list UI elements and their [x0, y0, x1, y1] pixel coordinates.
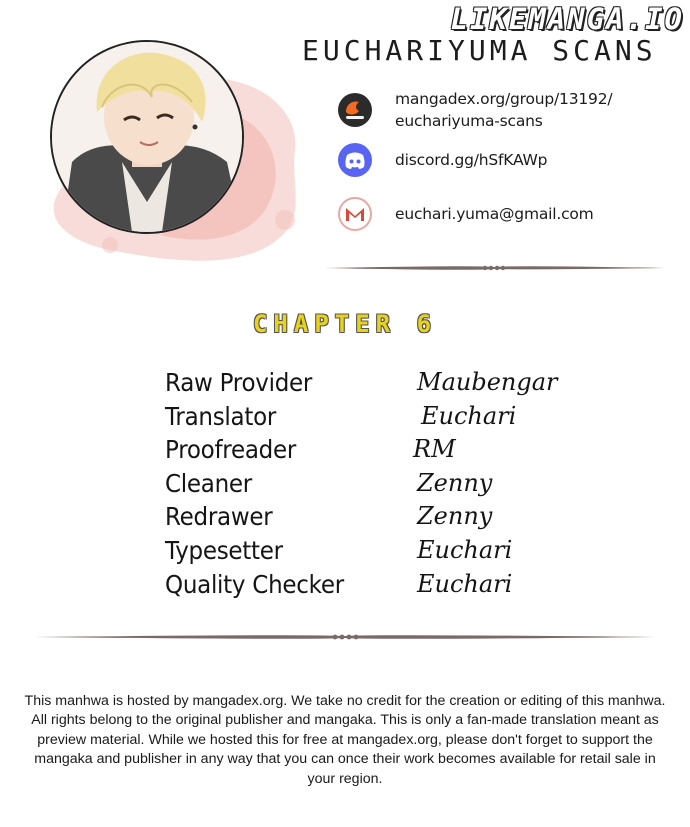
credit-name: Zenny [417, 468, 493, 497]
watermark: LIKEMANGA.IO [450, 2, 684, 36]
group-title: EUCHARIYUMA SCANS [302, 34, 657, 67]
divider-top [325, 262, 665, 274]
credit-name: Euchari [417, 535, 513, 564]
divider-bottom [35, 630, 655, 644]
credit-name: RM [413, 435, 456, 464]
credit-row [165, 570, 585, 604]
credit-role: Raw Provider [165, 368, 313, 397]
chapter-title: CHAPTER 6 [252, 310, 438, 338]
credits-list [165, 368, 585, 603]
email-link[interactable]: euchari.yuma@gmail.com [395, 205, 594, 223]
credit-role: Typesetter [165, 535, 283, 565]
discord-link[interactable]: discord.gg/hSfKAWp [395, 151, 548, 169]
gmail-icon [337, 196, 373, 232]
mangadex-icon [337, 92, 373, 128]
credit-role: Cleaner [165, 468, 252, 498]
credit-name: Euchari [417, 569, 513, 598]
credit-row [165, 536, 585, 570]
credit-row [165, 402, 585, 436]
contact-gmail[interactable] [337, 196, 594, 232]
mangadex-link-line2[interactable]: euchariyuma-scans [395, 112, 543, 130]
credit-role: Quality Checker [165, 569, 344, 599]
avatar [50, 40, 244, 234]
credit-row [165, 368, 585, 402]
credit-row [165, 502, 585, 536]
credit-row [165, 435, 585, 469]
credit-name: Zenny [417, 502, 493, 531]
contact-discord[interactable] [337, 142, 547, 178]
credit-role: Translator [165, 401, 277, 431]
character-portrait [52, 42, 242, 232]
contact-mangadex[interactable] [337, 88, 612, 132]
credit-name: Euchari [421, 401, 517, 430]
discord-icon [337, 142, 373, 178]
mangadex-link-line1[interactable]: mangadex.org/group/13192/ [395, 90, 613, 108]
credit-name: Maubengar [417, 368, 558, 396]
credit-role: Redrawer [165, 502, 273, 532]
credit-role: Proofreader [165, 435, 297, 465]
credit-row [165, 469, 585, 503]
disclaimer-text: This manhwa is hosted by mangadex.org. We take no credit for the creation or editing of this manhwa. All rights belong to the original publisher and mangaka. This is only a fan-made translation meant as preview material. While we hosted this for free at mangadex.org, please don't forget to support the mangaka and publisher in any way that you can once their work becomes available for retail sale in your region. [24, 693, 666, 787]
